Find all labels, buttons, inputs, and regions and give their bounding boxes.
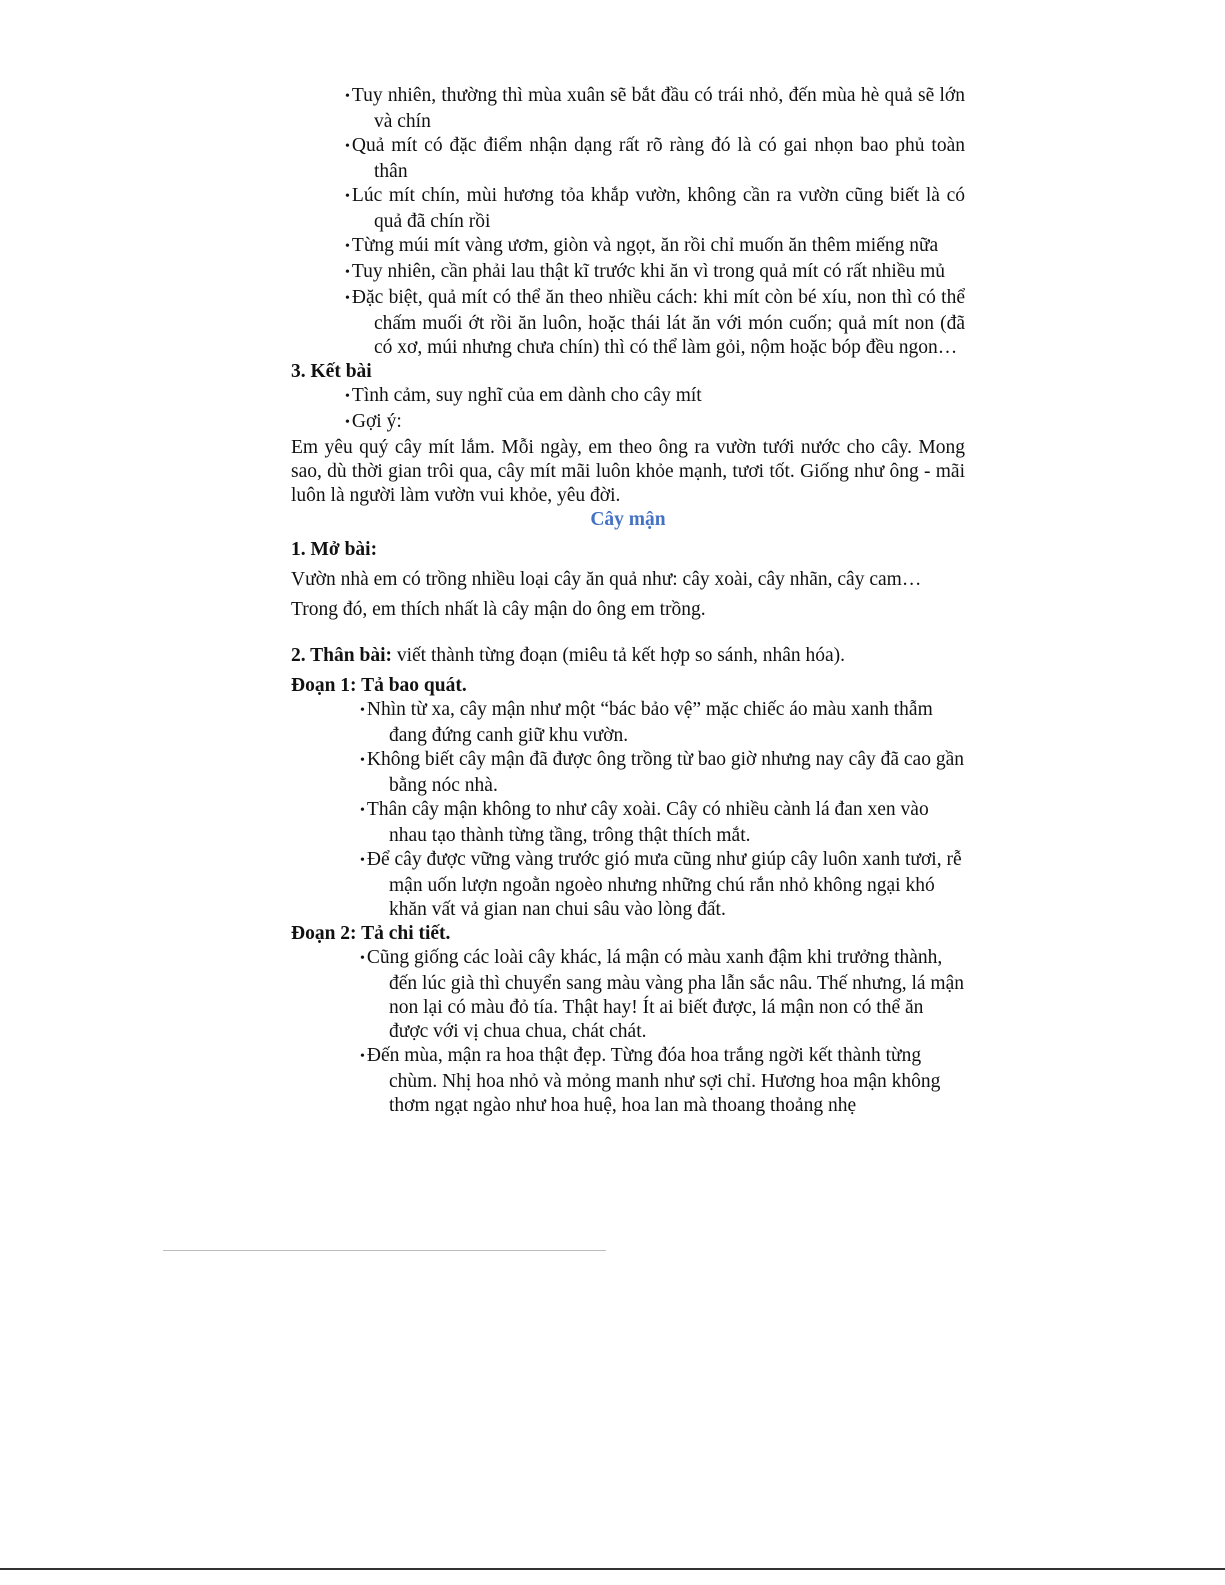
ket-bai-heading: 3. Kết bài bbox=[291, 361, 372, 382]
section-title: Cây mận bbox=[590, 509, 666, 530]
list-item: • Đặc biệt, quả mít có thể ăn theo nhiều cách: khi mít còn bé xíu, non thì có thể chấm muối ớt rồi ăn luôn, hoặc thái lát ăn với món cuốn; quả mít non (đã có xơ, múi nhưng chưa chín) thì có thể làm gỏi, nộm hoặc bóp đều ngon… bbox=[345, 286, 965, 360]
mo-bai-heading: 1. Mở bài: bbox=[291, 539, 378, 560]
doan-1-bullet-list bbox=[360, 698, 965, 922]
list-item: • Không biết cây mận đã được ông trồng từ bao giờ nhưng nay cây đã cao gần bằng nóc nhà. bbox=[360, 748, 965, 798]
list-item: • Gợi ý: bbox=[345, 410, 965, 436]
list-item: • Cũng giống các loài cây khác, lá mận có màu xanh đậm khi trưởng thành, đến lúc già thì chuyển sang màu vàng pha lẫn sắc nâu. Thế nhưng, lá mận non lại có màu đỏ tía. Thật hay! Ít ai biết được, lá mận non có thể ăn được với vị chua chua, chát chát. bbox=[360, 946, 965, 1044]
ket-bai-paragraph: Em yêu quý cây mít lắm. Mỗi ngày, em theo ông ra vườn tưới nước cho cây. Mong sao, dù thời gian trôi qua, cây mít mãi luôn khỏe mạnh, tươi tốt. Giống như ông - mãi luôn là người làm vườn vui khỏe, yêu đời. bbox=[291, 437, 965, 506]
list-item: • Để cây được vững vàng trước gió mưa cũng như giúp cây luôn xanh tươi, rễ mận uốn lượn ngoằn ngoèo nhưng những chú rắn nhỏ không ngại khó khăn vất vả gian nan chui sâu vào lòng đất. bbox=[360, 848, 965, 922]
than-bai-line bbox=[291, 644, 965, 668]
doan-2-heading: Đoạn 2: Tả chi tiết. bbox=[291, 923, 451, 944]
document-body bbox=[291, 84, 965, 1118]
ket-bai-bullet-list bbox=[345, 384, 965, 436]
mo-bai-line-1: Vườn nhà em có trồng nhiều loại cây ăn quả như: cây xoài, cây nhãn, cây cam… bbox=[291, 569, 922, 590]
doan-1-heading: Đoạn 1: Tả bao quát. bbox=[291, 675, 467, 696]
list-item: • Tuy nhiên, cần phải lau thật kĩ trước khi ăn vì trong quả mít có rất nhiều mủ bbox=[345, 260, 965, 286]
list-item: • Từng múi mít vàng ươm, giòn và ngọt, ăn rồi chỉ muốn ăn thêm miếng nữa bbox=[345, 234, 965, 260]
section-a-bullet-list bbox=[345, 84, 965, 360]
list-item: • Thân cây mận không to như cây xoài. Cây có nhiều cành lá đan xen vào nhau tạo thành từng tầng, trông thật thích mắt. bbox=[360, 798, 965, 848]
than-bai-heading: 2. Thân bài: bbox=[291, 645, 392, 666]
doan-2-bullet-list bbox=[360, 946, 965, 1118]
footnote-separator bbox=[163, 1250, 606, 1251]
list-item: • Lúc mít chín, mùi hương tỏa khắp vườn, không cần ra vườn cũng biết là có quả đã chín rồi bbox=[345, 184, 965, 234]
list-item: • Tuy nhiên, thường thì mùa xuân sẽ bắt đầu có trái nhỏ, đến mùa hè quả sẽ lớn và chín bbox=[345, 84, 965, 134]
list-item: • Tình cảm, suy nghĩ của em dành cho cây mít bbox=[345, 384, 965, 410]
list-item: • Nhìn từ xa, cây mận như một “bác bảo vệ” mặc chiếc áo màu xanh thẫm đang đứng canh giữ khu vườn. bbox=[360, 698, 965, 748]
page-bottom-border bbox=[0, 1568, 1225, 1570]
list-item: • Quả mít có đặc điểm nhận dạng rất rõ ràng đó là có gai nhọn bao phủ toàn thân bbox=[345, 134, 965, 184]
mo-bai-line-2: Trong đó, em thích nhất là cây mận do ông em trồng. bbox=[291, 599, 706, 620]
than-bai-text: viết thành từng đoạn (miêu tả kết hợp so sánh, nhân hóa). bbox=[391, 645, 846, 666]
list-item: • Đến mùa, mận ra hoa thật đẹp. Từng đóa hoa trắng ngời kết thành từng chùm. Nhị hoa nhỏ và mỏng manh như sợi chỉ. Hương hoa mận không thơm ngạt ngào như hoa huệ, hoa lan mà thoang thoảng nhẹ bbox=[360, 1044, 965, 1118]
